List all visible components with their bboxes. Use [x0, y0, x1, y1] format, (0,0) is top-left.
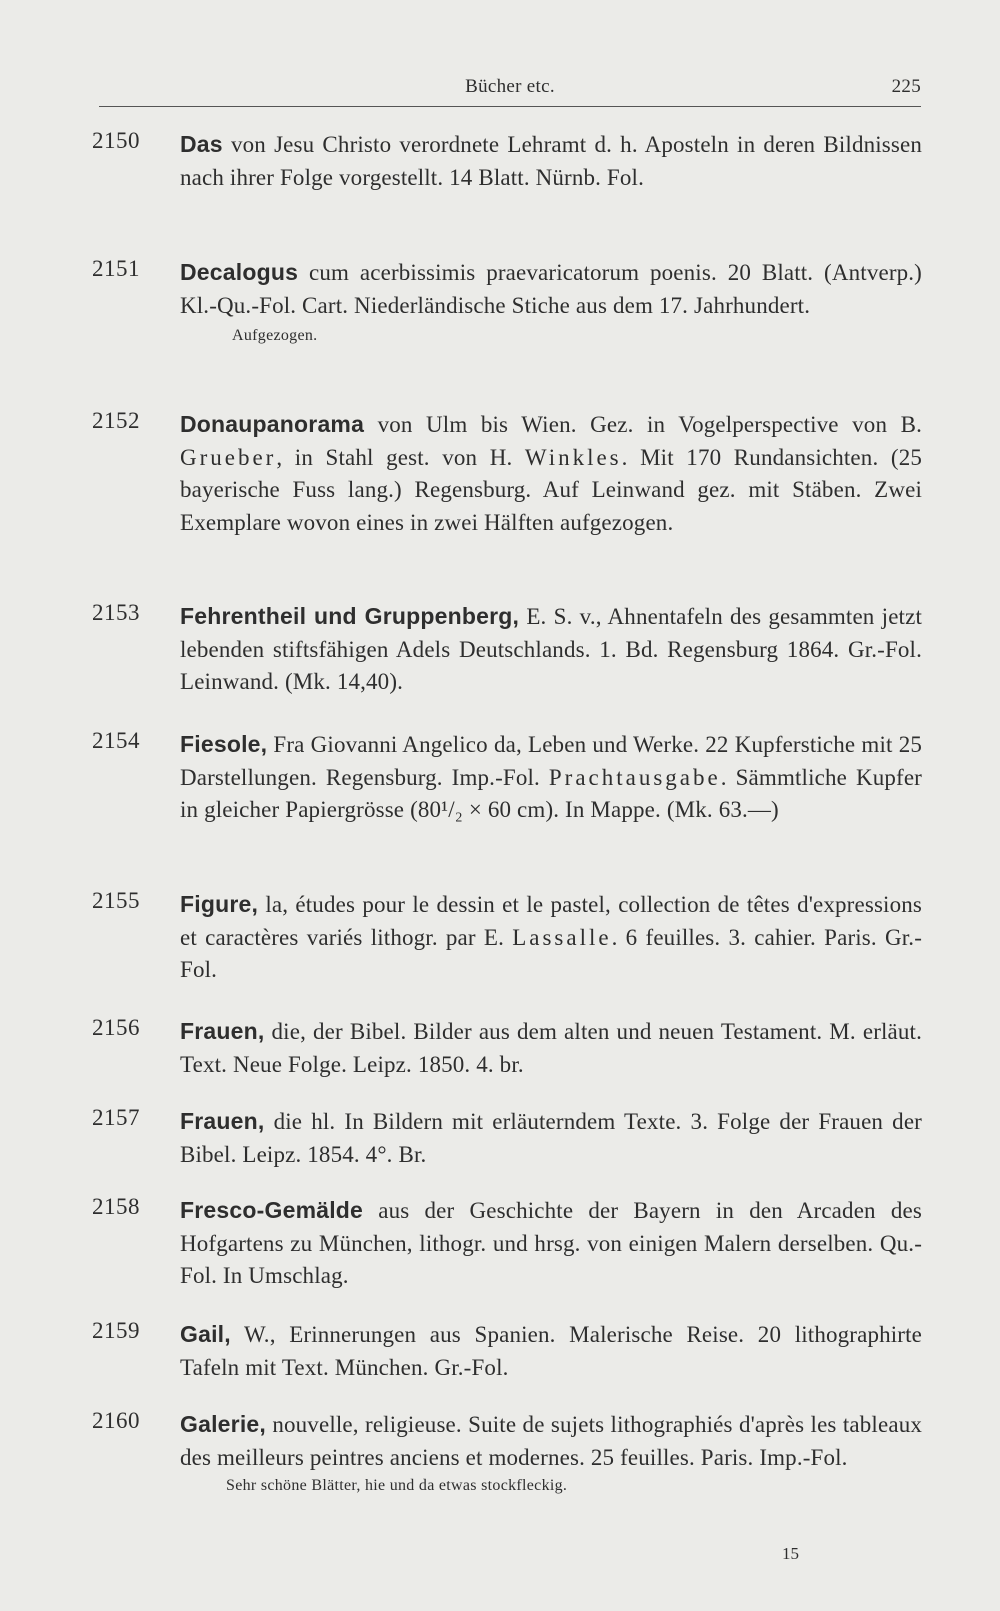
entry-title: Galerie, — [180, 1411, 266, 1437]
entry-name-spaced: Lassalle — [512, 924, 612, 950]
running-title: Bücher etc. — [465, 76, 555, 97]
entry-text — [180, 1015, 922, 1081]
entry-number: 2150 — [92, 128, 140, 153]
entry-description: von Ulm bis Wien. Gez. in Vogelperspective von B. — [364, 412, 922, 437]
entry-title: Donaupanorama — [180, 411, 365, 437]
entry-number: 2154 — [92, 728, 140, 753]
entry-number: 2151 — [92, 256, 140, 281]
entry-description: aus der Geschichte der Bayern in den Arcaden des Hofgartens zu München, lithogr. und hrsg. von einigen Malern derselben. Qu.-Fol. In Umschlag. — [180, 1198, 922, 1288]
entry-description: la, études pour le dessin et le pastel, collection de têtes d'expressions et caractères variés lithogr. par E. — [180, 892, 922, 950]
entry-description: cum acerbissimis praevaricatorum poenis. 20 Blatt. (Antverp.) Kl.-Qu.-Fol. Cart. Niederländische Stiche aus dem 17. Jahrhundert. — [180, 260, 922, 318]
entry-text — [180, 1408, 922, 1498]
entry-title: Frauen, — [180, 1108, 265, 1134]
entry-text — [180, 256, 922, 348]
entry-description: . Sämmtliche Kupfer in gleicher Papiergrösse (80¹/₂ × 60 cm). In Mappe. (Mk. 63.—) — [180, 764, 922, 822]
entry-text — [180, 1105, 922, 1171]
entry-text — [180, 408, 922, 539]
page-header — [99, 72, 921, 102]
signature-mark: 15 — [782, 1544, 799, 1563]
entry-description: von Jesu Christo verordnete Lehramt d. h. Aposteln in deren Bildnissen nach ihrer Folge vorgestellt. 14 Blatt. Nürnb. Fol. — [180, 132, 922, 190]
entry-number: 2156 — [92, 1015, 140, 1040]
entry-title: Gail, — [180, 1321, 231, 1347]
page-number: 225 — [891, 76, 921, 97]
entry-name-spaced: Grueber — [180, 444, 277, 470]
entry-number: 2159 — [92, 1318, 140, 1343]
header-rule — [99, 106, 921, 107]
entry-note: Aufgezogen. — [232, 327, 318, 344]
entry-number: 2158 — [92, 1194, 140, 1219]
entry-description: E. S. v., Ahnentafeln des gesammten jetzt lebenden stiftsfähigen Adels Deutschlands. 1. Bd. Regensburg 1864. Gr.-Fol. Leinwand. (Mk. 14,40). — [180, 604, 922, 694]
entry-title: Fiesole, — [180, 731, 268, 757]
entry-name-spaced: Prachtausgabe — [548, 764, 721, 790]
entry-title: Figure, — [180, 891, 259, 917]
entry-number: 2160 — [92, 1408, 140, 1433]
entry-name-spaced: Winkles — [524, 444, 622, 470]
entry-description: die, der Bibel. Bilder aus dem alten und neuen Testament. M. erläut. Text. Neue Folge. Leipz. 1850. 4. br. — [180, 1019, 922, 1077]
entry-number: 2152 — [92, 408, 140, 433]
entry-description: W., Erinnerungen aus Spanien. Malerische Reise. 20 lithographirte Tafeln mit Text. München. Gr.-Fol. — [180, 1322, 922, 1380]
entry-description: . 6 feuilles. 3. cahier. Paris. Gr.-Fol. — [180, 924, 922, 982]
entry-title: Decalogus — [180, 259, 299, 285]
entry-note: Sehr schöne Blätter, hie und da etwas stockfleckig. — [226, 1477, 568, 1494]
entry-number: 2153 — [92, 600, 140, 625]
entry-text — [180, 600, 922, 699]
entry-text — [180, 1194, 922, 1293]
entry-title: Fehrentheil und Gruppenberg, — [180, 603, 520, 629]
entry-description: , in Stahl gest. von H. — [276, 444, 525, 470]
entry-description: die hl. In Bildern mit erläuterndem Texte. 3. Folge der Frauen der Bibel. Leipz. 1854. 4°. Br. — [180, 1109, 922, 1167]
entry-text — [180, 128, 922, 194]
entry-title: Das — [180, 131, 223, 157]
entry-text — [180, 888, 922, 987]
entry-description: nouvelle, religieuse. Suite de sujets lithographiés d'après les tableaux des meilleurs peintres anciens et modernes. 25 feuilles. Paris. Imp.-Fol. — [180, 1412, 922, 1470]
entry-description: Fra Giovanni Angelico da, Leben und Werke. 22 Kupferstiche mit 25 Darstellungen. Regensburg. Imp.-Fol. — [180, 732, 922, 790]
entry-number: 2157 — [92, 1105, 140, 1130]
entry-title: Fresco-Gemälde — [180, 1197, 364, 1223]
entry-title: Frauen, — [180, 1018, 265, 1044]
entry-number: 2155 — [92, 888, 140, 913]
entry-description: . Mit 170 Rundansichten. (25 bayerische Fuss lang.) Regensburg. Auf Leinwand gez. mit Stäben. Zwei Exemplare wovon eines in zwei Hälften aufgezogen. — [180, 444, 922, 535]
entry-text — [180, 1318, 922, 1384]
entry-text — [180, 728, 922, 827]
